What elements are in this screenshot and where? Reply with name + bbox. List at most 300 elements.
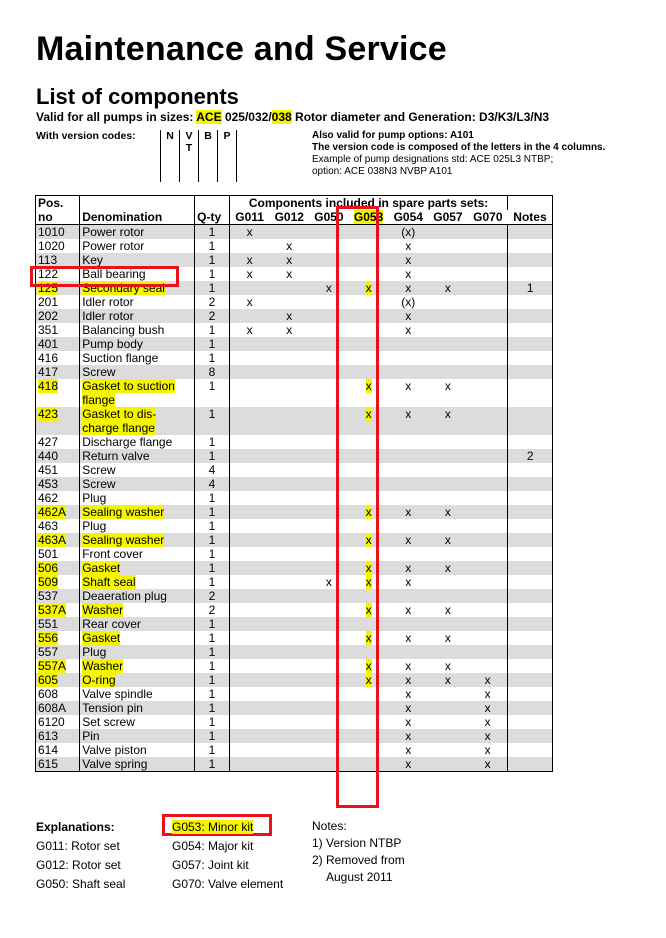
row-pos-cell: 351 — [36, 323, 80, 337]
row-pos-cell: 440 — [36, 449, 80, 463]
row-kit-mark-cell: x — [444, 631, 451, 645]
row-kit-mark-cell — [229, 729, 269, 743]
row-pos-cell: 417 — [36, 365, 80, 379]
table-row — [36, 533, 553, 547]
row-kit-mark-cell — [468, 519, 508, 533]
row-notes-cell — [508, 519, 553, 533]
valid-sizes-line: Valid for all pumps in sizes: ACE 025/032/038 Rotor diameter and Generation: D3/K3/L3/N3 — [36, 110, 550, 124]
row-kit-mark-cell — [269, 365, 309, 379]
row-kit-mark-cell — [229, 337, 269, 351]
row-qty-cell: 1 — [195, 673, 230, 687]
row-kit-mark-cell: x — [269, 309, 309, 323]
row-denomination-cell: Gasket — [80, 631, 195, 645]
row-kit-mark-cell — [428, 519, 468, 533]
row-kit-mark-cell: x — [405, 603, 412, 617]
row-kit-mark-cell: x — [405, 659, 412, 673]
row-kit-mark-cell — [269, 337, 309, 351]
row-kit-mark-cell — [428, 267, 468, 281]
row-kit-mark-cell: x — [388, 309, 428, 323]
row-kit-mark-cell: x — [428, 407, 468, 435]
row-qty-cell: 1 — [195, 729, 230, 743]
row-kit-mark-cell: x — [325, 575, 332, 589]
row-pos-cell: 201 — [36, 295, 80, 309]
row-denomination-cell: Secondary seal — [80, 281, 195, 295]
row-pos-cell: 557A — [36, 659, 80, 673]
row-notes-cell — [508, 645, 553, 659]
row-kit-mark-cell — [428, 323, 468, 337]
row-notes-cell — [508, 435, 553, 449]
row-kit-mark-cell: x — [229, 267, 269, 281]
header-components: Components included in spare parts sets: — [229, 196, 508, 211]
row-qty-cell: 1 — [195, 743, 230, 757]
row-qty-cell: 1 — [195, 547, 230, 561]
row-denomination-cell: Rear cover — [80, 617, 195, 631]
row-kit-mark-cell — [269, 519, 309, 533]
row-kit-mark-cell — [269, 687, 309, 701]
table-row — [36, 379, 553, 407]
table-row — [36, 295, 553, 309]
row-kit-mark-cell — [468, 659, 508, 673]
row-kit-mark-cell — [229, 365, 269, 379]
row-qty-cell: 1 — [195, 435, 230, 449]
g053-column-highlight-box — [336, 206, 379, 808]
row-kit-mark-cell — [269, 743, 309, 757]
row-kit-mark-cell: x — [388, 505, 428, 519]
row-denomination-cell: Discharge flange — [80, 435, 195, 449]
row-kit-mark-cell — [428, 239, 468, 253]
header-pos: Pos. — [36, 196, 80, 211]
row-qty-cell: 4 — [195, 477, 230, 491]
row-kit-mark-cell — [388, 589, 428, 603]
row-kit-mark-cell — [229, 505, 269, 519]
row-denomination-cell: Front cover — [80, 547, 195, 561]
row-kit-mark-cell — [269, 435, 309, 449]
row-denomination-cell: Key — [80, 253, 195, 267]
row-qty-cell: 1 — [195, 715, 230, 729]
table-row — [36, 239, 553, 253]
row-kit-mark-cell: x — [405, 743, 412, 757]
row-kit-mark-cell: x — [349, 673, 389, 687]
row-notes-cell — [508, 589, 553, 603]
row-kit-mark-cell: x — [428, 673, 468, 687]
row-kit-mark-cell — [229, 407, 269, 435]
row-notes-cell — [508, 729, 553, 743]
table-row — [36, 477, 553, 491]
row-pos-cell: 451 — [36, 463, 80, 477]
row-denomination-cell: Sealing washer — [80, 505, 195, 519]
row-kit-mark-cell — [468, 435, 508, 449]
row-denomination-cell: Gasket to suction flange — [80, 379, 195, 407]
row-kit-mark-cell — [269, 225, 309, 240]
row-kit-mark-cell — [229, 561, 269, 575]
row-kit-mark-cell — [229, 687, 269, 701]
row-kit-mark-cell — [388, 547, 428, 561]
row-kit-mark-cell — [229, 743, 269, 757]
row-kit-mark-cell — [428, 309, 468, 323]
row-denomination-cell: Washer — [80, 603, 195, 617]
row-kit-mark-cell — [229, 309, 269, 323]
row-kit-mark-cell — [388, 351, 428, 365]
row-kit-mark-cell: x — [428, 533, 468, 547]
row-kit-mark-cell: x — [388, 729, 428, 743]
row-kit-mark-cell — [388, 519, 428, 533]
row-kit-mark-cell: x — [444, 659, 451, 673]
row-qty-cell: 1 — [195, 351, 230, 365]
row-denomination-cell: Tension pin — [80, 701, 195, 715]
table-row — [36, 309, 553, 323]
row-kit-mark-cell — [388, 477, 428, 491]
row-notes-cell — [508, 365, 553, 379]
row-kit-mark-cell — [229, 435, 269, 449]
row-qty-cell: 1 — [195, 449, 230, 463]
row-kit-mark-cell — [468, 379, 508, 407]
row-kit-mark-cell — [269, 281, 309, 295]
row-kit-mark-cell: x — [229, 295, 269, 309]
row-notes-cell — [508, 337, 553, 351]
row-kit-mark-cell — [229, 757, 269, 772]
row-notes-cell — [508, 323, 553, 337]
row-kit-mark-cell: x — [405, 267, 412, 281]
row-kit-mark-cell — [269, 491, 309, 505]
row-notes-cell — [508, 225, 553, 240]
row-pos-cell: 615 — [36, 757, 80, 772]
row-denomination-cell: Gasket to dis-charge flange — [80, 407, 195, 435]
row-pos-cell: 423 — [36, 407, 80, 435]
row-kit-mark-cell: x — [286, 239, 293, 253]
row-qty-cell: 1 — [195, 379, 230, 407]
row-kit-mark-cell — [229, 281, 269, 295]
row-kit-mark-cell: x — [349, 533, 389, 547]
row-notes-cell — [508, 631, 553, 645]
row-kit-mark-cell: x — [388, 561, 428, 575]
row-denomination-cell: O-ring — [80, 673, 195, 687]
row-kit-mark-cell: x — [484, 715, 491, 729]
row-denomination-cell: Return valve — [80, 449, 195, 463]
row-kit-mark-cell — [269, 645, 309, 659]
row-notes-cell — [508, 351, 553, 365]
pump-options-text: Also valid for pump options: A101 The version code is composed of the letters in the 4 columns. Example of pump designations std: ACE 025L3 NTBP; option: ACE 038N3 NVBP A101 — [312, 130, 606, 177]
row-denomination-cell: Pump body — [80, 337, 195, 351]
row-denomination-cell: Screw — [80, 463, 195, 477]
version-code-b: B — [198, 130, 217, 182]
row-pos-cell: 605 — [36, 673, 80, 687]
table-row — [36, 575, 553, 589]
row-kit-mark-cell — [468, 281, 508, 295]
row-kit-mark-cell: x — [405, 715, 412, 729]
row-kit-mark-cell — [229, 575, 269, 589]
row-qty-cell: 1 — [195, 267, 230, 281]
notes-block: Notes: 1) Version NTBP 2) Removed from August 2011 — [312, 819, 405, 884]
row-kit-mark-cell — [269, 295, 309, 309]
row-kit-mark-cell: x — [388, 701, 428, 715]
row-kit-mark-cell — [428, 757, 468, 772]
row-kit-mark-cell — [428, 589, 468, 603]
row-qty-cell: 1 — [195, 225, 230, 240]
row-kit-mark-cell — [428, 743, 468, 757]
row-kit-mark-cell: x — [286, 323, 293, 337]
row-pos-cell: 557 — [36, 645, 80, 659]
row-qty-cell: 2 — [195, 603, 230, 617]
row-kit-mark-cell — [428, 365, 468, 379]
row-kit-mark-cell: x — [428, 281, 468, 295]
row-denomination-cell: Gasket — [80, 561, 195, 575]
table-row — [36, 673, 553, 687]
row-pos-cell: 613 — [36, 729, 80, 743]
row-denomination-cell: Set screw — [80, 715, 195, 729]
row-denomination-cell: Washer — [80, 659, 195, 673]
row-kit-mark-cell — [468, 533, 508, 547]
row-kit-mark-cell: (x) — [388, 225, 428, 240]
row-kit-mark-cell: x — [405, 687, 412, 701]
table-row — [36, 463, 553, 477]
row-kit-mark-cell — [428, 645, 468, 659]
row-qty-cell: 1 — [195, 575, 230, 589]
row-kit-mark-cell — [428, 351, 468, 365]
row-pos-cell: 537A — [36, 603, 80, 617]
version-code-p: P — [217, 130, 237, 182]
row-kit-mark-cell — [229, 533, 269, 547]
row-kit-mark-cell — [229, 449, 269, 463]
row-denomination-cell: Balancing bush — [80, 323, 195, 337]
row-denomination-cell: Idler rotor — [80, 309, 195, 323]
row-denomination-cell: Suction flange — [80, 351, 195, 365]
section-subtitle: List of components — [36, 84, 239, 109]
row-notes-cell — [508, 491, 553, 505]
row-notes-cell — [508, 673, 553, 687]
row-kit-mark-cell: x — [388, 533, 428, 547]
row-kit-mark-cell — [269, 757, 309, 772]
row-kit-mark-cell — [428, 463, 468, 477]
row-kit-mark-cell — [468, 309, 508, 323]
header-kit-g011: G011 — [229, 210, 269, 225]
row-kit-mark-cell — [428, 449, 468, 463]
row-kit-mark-cell — [229, 631, 269, 645]
row-notes-cell — [508, 295, 553, 309]
row-denomination-cell: Plug — [80, 645, 195, 659]
row-pos-cell: 462A — [36, 505, 80, 519]
row-pos-cell: 462 — [36, 491, 80, 505]
row-kit-mark-cell: x — [428, 561, 468, 575]
row-denomination-cell: Power rotor — [80, 239, 195, 253]
table-row — [36, 407, 553, 435]
table-row — [36, 631, 553, 645]
row-kit-mark-cell: x — [444, 603, 451, 617]
row-qty-cell: 1 — [195, 533, 230, 547]
row-kit-mark-cell — [269, 673, 309, 687]
row-qty-cell: 1 — [195, 323, 230, 337]
row-notes-cell — [508, 687, 553, 701]
row-qty-cell: 1 — [195, 505, 230, 519]
header-no: no — [36, 210, 80, 225]
header-denomination: Denomination — [80, 210, 195, 225]
row-pos-cell: 416 — [36, 351, 80, 365]
row-kit-mark-cell — [229, 239, 269, 253]
table-row — [36, 505, 553, 519]
row-kit-mark-cell — [388, 645, 428, 659]
row-notes-cell — [508, 715, 553, 729]
table-row — [36, 365, 553, 379]
row-kit-mark-cell — [229, 645, 269, 659]
row-kit-mark-cell — [428, 547, 468, 561]
row-notes-cell — [508, 463, 553, 477]
header-qty: Q-ty — [195, 210, 230, 225]
row-notes-cell — [508, 379, 553, 407]
row-pos-cell: 1020 — [36, 239, 80, 253]
row-kit-mark-cell — [229, 519, 269, 533]
row-notes-cell — [508, 505, 553, 519]
row-kit-mark-cell — [269, 547, 309, 561]
row-kit-mark-cell — [388, 617, 428, 631]
row-kit-mark-cell — [388, 337, 428, 351]
row-kit-mark-cell: x — [388, 407, 428, 435]
table-row — [36, 449, 553, 463]
header-kit-g054: G054 — [388, 210, 428, 225]
row-kit-mark-cell: x — [365, 659, 372, 673]
row-kit-mark-cell — [229, 351, 269, 365]
row-notes-cell — [508, 309, 553, 323]
row-kit-mark-cell — [428, 253, 468, 267]
row-kit-mark-cell: x — [468, 729, 508, 743]
header-notes: Notes — [508, 210, 553, 225]
row-pos-cell: 608A — [36, 701, 80, 715]
row-kit-mark-cell — [269, 477, 309, 491]
row-kit-mark-cell — [269, 575, 309, 589]
row-kit-mark-cell: x — [365, 575, 372, 589]
row-kit-mark-cell — [229, 603, 269, 617]
row-notes-cell — [508, 561, 553, 575]
row-denomination-cell: Screw — [80, 477, 195, 491]
row-pos-cell: 6120 — [36, 715, 80, 729]
row-kit-mark-cell: x — [388, 253, 428, 267]
row-kit-mark-cell: x — [365, 603, 372, 617]
row-kit-mark-cell — [229, 701, 269, 715]
row-notes-cell — [508, 575, 553, 589]
row-qty-cell: 1 — [195, 645, 230, 659]
row-kit-mark-cell: x — [349, 407, 389, 435]
row-kit-mark-cell — [468, 547, 508, 561]
row-kit-mark-cell — [269, 631, 309, 645]
row-pos-cell: 1010 — [36, 225, 80, 240]
row-kit-mark-cell — [468, 575, 508, 589]
row-kit-mark-cell — [428, 337, 468, 351]
row-qty-cell: 1 — [195, 701, 230, 715]
row-kit-mark-cell — [269, 701, 309, 715]
row-kit-mark-cell: x — [428, 505, 468, 519]
table-row — [36, 435, 553, 449]
row-qty-cell: 1 — [195, 757, 230, 772]
row-kit-mark-cell: x — [484, 743, 491, 757]
explanations-col2: G053: Minor kit G054: Major kit G057: Joint kit G070: Valve element — [172, 820, 284, 891]
ball-bearing-row-highlight-box — [30, 266, 179, 287]
row-kit-mark-cell — [468, 631, 508, 645]
row-pos-cell: 463A — [36, 533, 80, 547]
row-denomination-cell: Power rotor — [80, 225, 195, 240]
row-kit-mark-cell — [229, 673, 269, 687]
row-qty-cell: 1 — [195, 239, 230, 253]
row-kit-mark-cell — [229, 715, 269, 729]
row-notes-cell — [508, 533, 553, 547]
row-kit-mark-cell — [468, 561, 508, 575]
row-notes-cell — [508, 267, 553, 281]
row-notes-cell — [508, 407, 553, 435]
row-kit-mark-cell — [229, 477, 269, 491]
row-pos-cell: 125 — [36, 281, 80, 295]
row-kit-mark-cell — [269, 561, 309, 575]
row-denomination-cell: Valve spindle — [80, 687, 195, 701]
row-qty-cell: 1 — [195, 519, 230, 533]
row-kit-mark-cell — [388, 463, 428, 477]
row-kit-mark-cell — [428, 225, 468, 240]
table-row — [36, 491, 553, 505]
row-denomination-cell: Plug — [80, 519, 195, 533]
row-kit-mark-cell — [428, 701, 468, 715]
table-row — [36, 715, 553, 729]
row-notes-cell — [508, 477, 553, 491]
row-kit-mark-cell — [468, 225, 508, 240]
row-qty-cell: 8 — [195, 365, 230, 379]
table-row — [36, 253, 553, 267]
row-qty-cell: 1 — [195, 407, 230, 435]
row-pos-cell: 427 — [36, 435, 80, 449]
row-pos-cell: 501 — [36, 547, 80, 561]
page-title: Maintenance and Service — [36, 30, 447, 68]
explanations-col1: Explanations: G011: Rotor set G012: Rotor set G050: Shaft seal — [36, 820, 126, 891]
row-kit-mark-cell: x — [444, 379, 451, 393]
row-kit-mark-cell — [468, 491, 508, 505]
row-kit-mark-cell — [468, 365, 508, 379]
row-kit-mark-cell: x — [349, 281, 389, 295]
row-kit-mark-cell — [269, 603, 309, 617]
row-qty-cell: 1 — [195, 631, 230, 645]
row-qty-cell: 1 — [195, 561, 230, 575]
row-kit-mark-cell — [269, 729, 309, 743]
row-qty-cell: 1 — [195, 337, 230, 351]
table-row — [36, 519, 553, 533]
row-kit-mark-cell: x — [405, 323, 412, 337]
row-kit-mark-cell — [229, 491, 269, 505]
row-kit-mark-cell — [229, 379, 269, 407]
row-denomination-cell: Screw — [80, 365, 195, 379]
table-row — [36, 337, 553, 351]
row-kit-mark-cell — [269, 407, 309, 435]
row-notes-cell — [508, 757, 553, 772]
row-kit-mark-cell — [468, 645, 508, 659]
row-notes-cell: 1 — [508, 281, 553, 295]
table-row — [36, 547, 553, 561]
row-kit-mark-cell — [269, 379, 309, 407]
row-pos-cell: 463 — [36, 519, 80, 533]
row-qty-cell: 1 — [195, 253, 230, 267]
row-kit-mark-cell — [428, 687, 468, 701]
row-pos-cell: 551 — [36, 617, 80, 631]
row-kit-mark-cell: x — [269, 253, 309, 267]
row-kit-mark-cell: x — [309, 281, 349, 295]
row-kit-mark-cell — [428, 575, 468, 589]
row-denomination-cell: Valve spring — [80, 757, 195, 772]
row-notes-cell — [508, 617, 553, 631]
row-pos-cell: 537 — [36, 589, 80, 603]
row-kit-mark-cell — [468, 239, 508, 253]
row-qty-cell: 1 — [195, 659, 230, 673]
row-denomination-cell: Deaeration plug — [80, 589, 195, 603]
version-codes-grid — [160, 130, 237, 182]
table-row — [36, 701, 553, 715]
version-code-n: N — [160, 130, 179, 182]
row-notes-cell — [508, 743, 553, 757]
header-kit-g053: G053 — [349, 210, 389, 225]
row-pos-cell: 509 — [36, 575, 80, 589]
table-row — [36, 645, 553, 659]
